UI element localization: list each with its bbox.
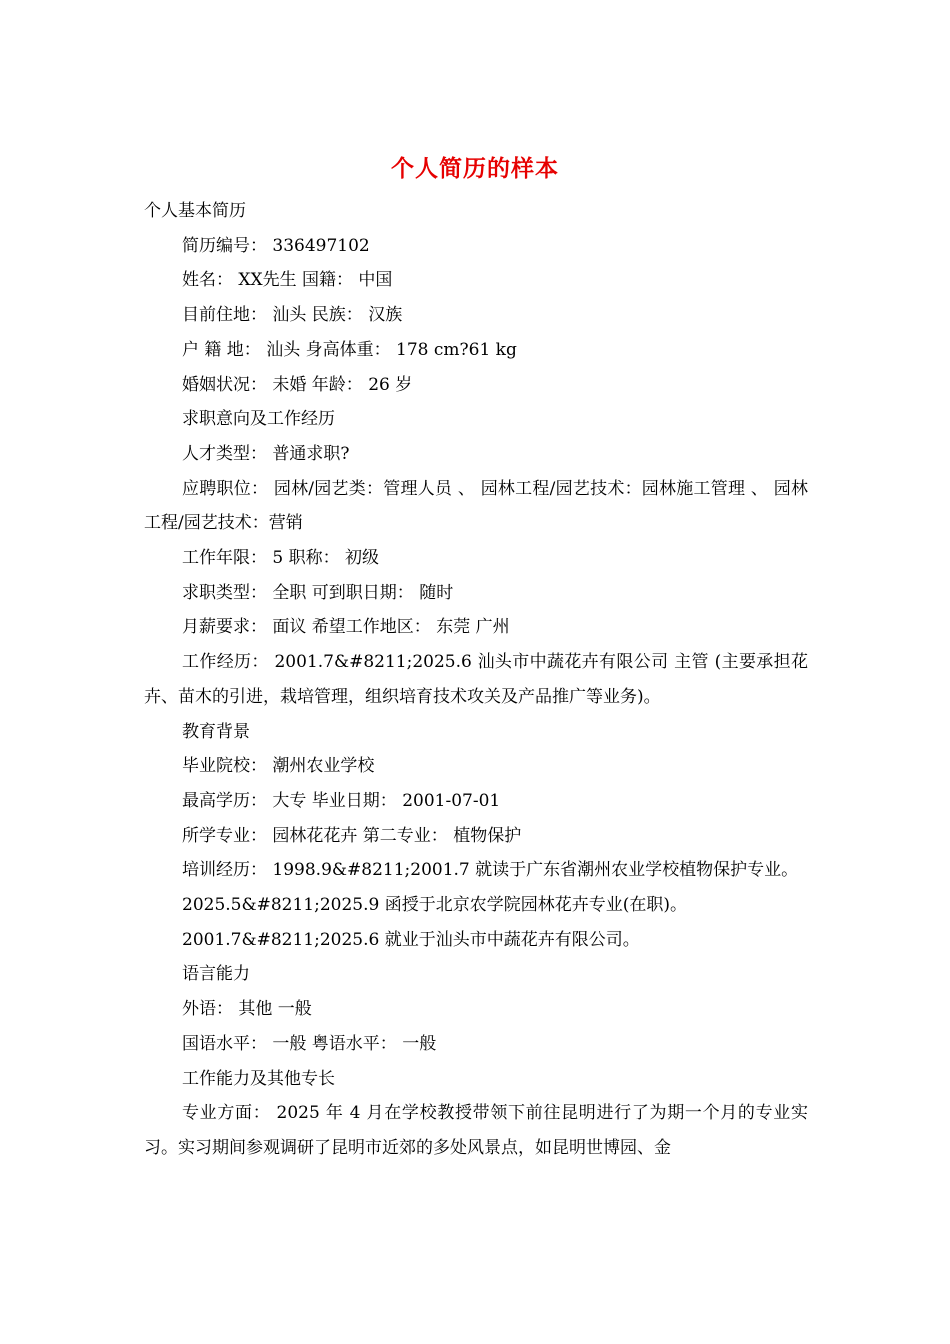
document-paragraph: 个人基本简历: [144, 201, 246, 221]
document-paragraph: 工作经历： 2001.7&#8211;2025.6 汕头市中蔬花卉有限公司 主管 (主要承担花卉、苗木的引进，栽培管理，组织培育技术攻关及产品推广等业务)。: [144, 652, 808, 707]
document-paragraph: 外语： 其他 一般: [182, 999, 312, 1020]
document-paragraph: 教育背景: [182, 721, 250, 742]
document-paragraph: 月薪要求： 面议 希望工作地区： 东莞 广州: [182, 617, 510, 638]
document-paragraph: 工作能力及其他专长: [182, 1068, 335, 1089]
document-paragraph: 国语水平： 一般 粤语水平： 一般: [182, 1033, 437, 1054]
document-paragraph: 求职类型： 全职 可到职日期： 随时: [182, 582, 454, 603]
document-paragraph: 最高学历： 大专 毕业日期： 2001-07-01: [182, 790, 501, 811]
document-paragraph: 2001.7&#8211;2025.6 就业于汕头市中蔬花卉有限公司。: [182, 929, 640, 950]
document-paragraph: 毕业院校： 潮州农业学校: [182, 756, 375, 777]
document-paragraph: 工作年限： 5 职称： 初级: [182, 548, 380, 569]
document-paragraph: 应聘职位： 园林/园艺类：管理人员 、 园林工程/园艺技术：园林施工管理 、 园林工程/园艺技术：营销: [144, 478, 808, 534]
document-paragraph: 语言能力: [182, 964, 250, 985]
document-paragraph: 专业方面： 2025 年 4 月在学校教授带领下前往昆明进行了为期一个月的专业实习。实习期间参观调研了昆明市近郊的多处风景点，如昆明世博园、金: [144, 1103, 808, 1158]
document-paragraph: 姓名： XX先生 国籍： 中国: [182, 270, 393, 291]
document-title: 个人简历的样本: [391, 155, 559, 182]
document-paragraph: 培训经历： 1998.9&#8211;2001.7 就读于广东省潮州农业学校植物保护专业。: [182, 860, 799, 881]
document-body: [144, 194, 808, 1166]
document-paragraph: 婚姻状况： 未婚 年龄： 26 岁: [182, 374, 413, 395]
document-paragraph: 所学专业： 园林花花卉 第二专业： 植物保护: [182, 825, 522, 846]
document-paragraph: 2025.5&#8211;2025.9 函授于北京农学院园林花卉专业(在职)。: [182, 895, 688, 916]
document-paragraph: 简历编号： 336497102: [182, 235, 370, 256]
document-paragraph: 人才类型： 普通求职?: [182, 443, 350, 464]
document-paragraph: 求职意向及工作经历: [182, 409, 335, 430]
document-paragraph: 户 籍 地： 汕头 身高体重： 178 cm?61 kg: [182, 339, 517, 360]
document-paragraph: 目前住地： 汕头 民族： 汉族: [182, 305, 403, 326]
